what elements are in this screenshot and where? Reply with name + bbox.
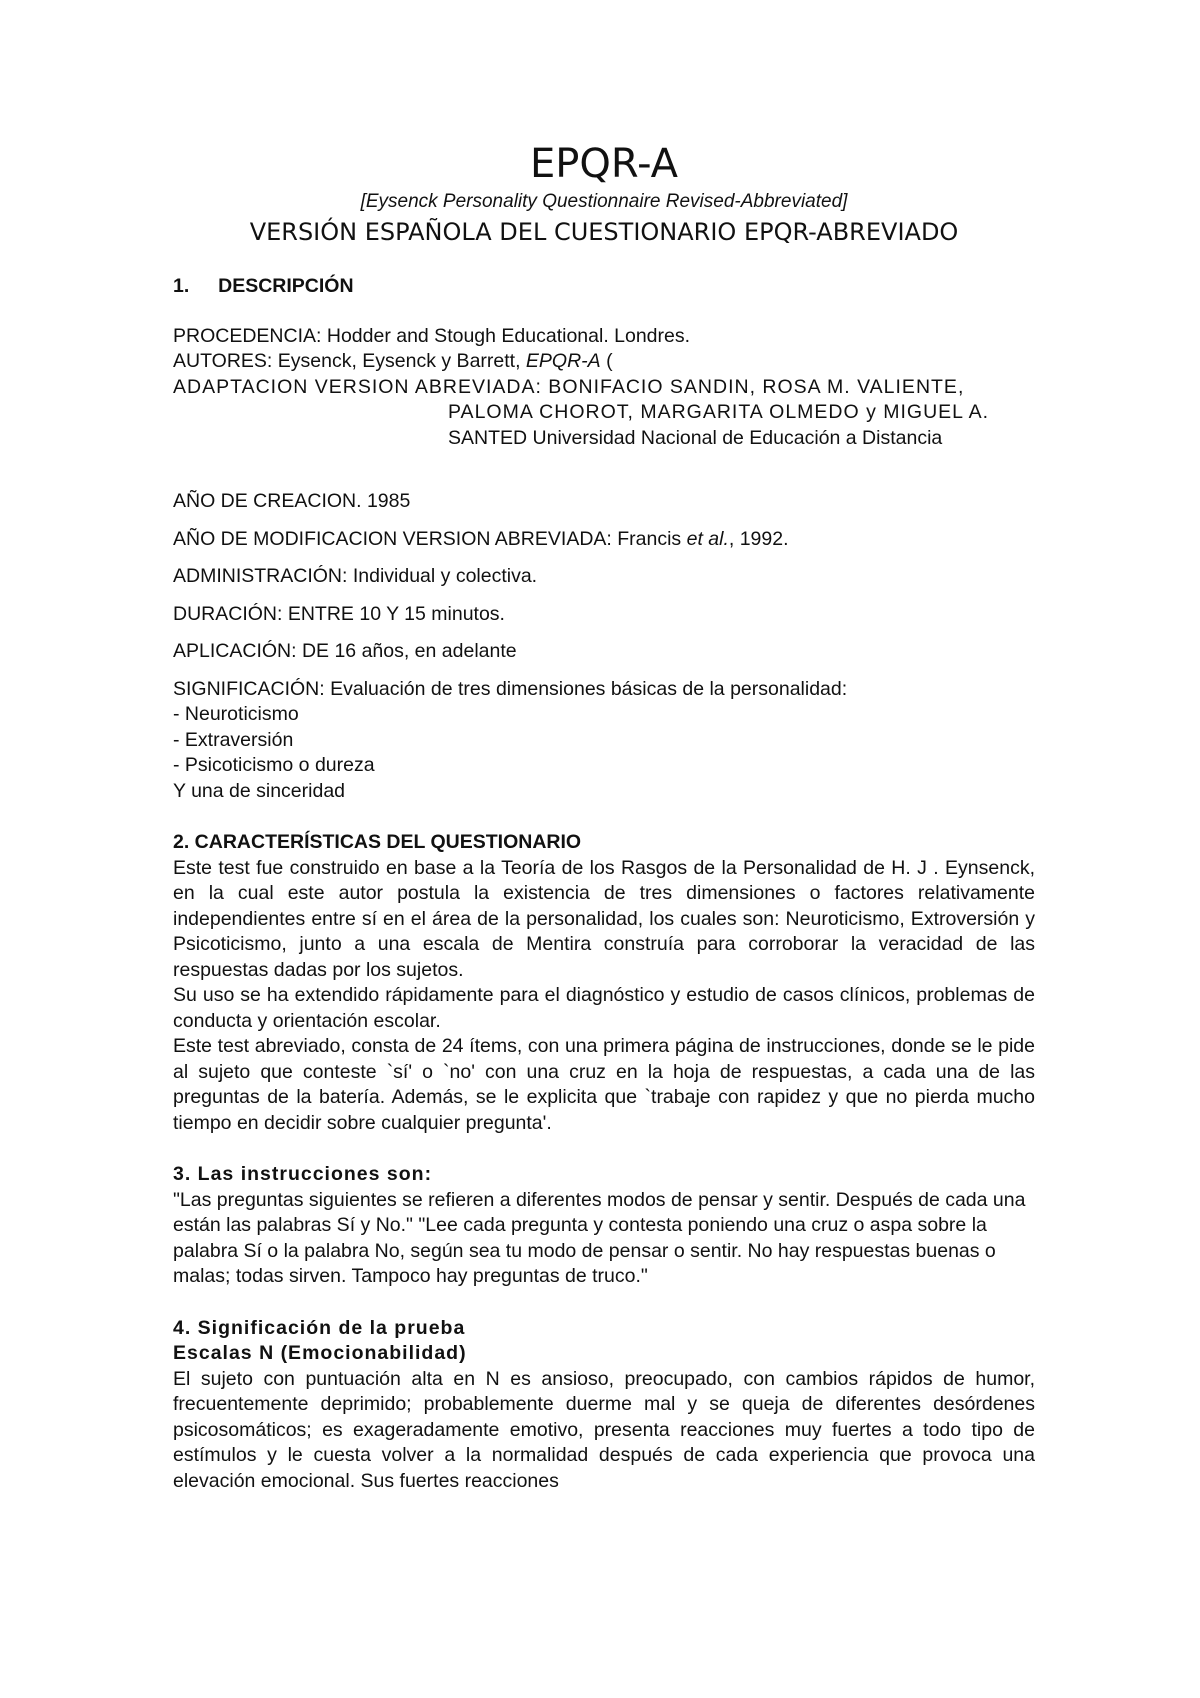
anio-modificacion-line <box>173 527 1035 553</box>
section-2-paragraph-1: Este test fue construido en base a la Teoría de los Rasgos de la Personalidad de H. J . Eynsenck, en la cual este autor postula la existencia de tres dimensiones o factores relativamente independientes entre sí en el área de la personalidad, los cuales son: Neuroticismo, Extroversión y Psicoticismo, junto a una escala de Mentira construía para corroborar la veracidad de las respuestas dadas por los sujetos. <box>173 856 1035 981</box>
administracion-line: ADMINISTRACIÓN: Individual y colectiva. <box>173 565 538 587</box>
section-1-heading <box>173 274 1035 300</box>
section-3-paragraph: "Las preguntas siguientes se refieren a diferentes modos de pensar y sentir. Después de cada una están las palabras Sí y No." "Lee cada pregunta y contesta poniendo una cruz o aspa sobre la palabra Sí o la palabra No, según sea tu modo de pensar o sentir. No hay respuestas buenas o malas; todas sirven. Tampoco hay preguntas de truco." <box>173 1188 1026 1287</box>
anio-creacion-line: AÑO DE CREACION. 1985 <box>173 490 411 512</box>
duracion-line: DURACIÓN: ENTRE 10 Y 15 minutos. <box>173 602 505 625</box>
section-4 <box>173 1316 1035 1495</box>
document-title: EPQR-A <box>530 141 678 187</box>
dimension-item: Y una de sinceridad <box>173 779 346 802</box>
autores-text: AUTORES: Eysenck, Eysenck y Barrett, <box>173 350 526 372</box>
section-4-paragraph: El sujeto con puntuación alta en N es ansioso, preocupado, con cambios rápidos de humor, frecuentemente deprimido; probablemente duerme mal y se queja de diferentes desórdenes psicosomáticos; es exageradamente emotivo, presenta reacciones muy fuertes a todo tipo de estímulos y le cuesta volver a la normalidad después de cada experiencia que provoca una elevación emocional. Sus fuertes reacciones <box>173 1367 1035 1492</box>
dimension-item: - Psicoticismo o dureza <box>173 754 375 776</box>
anio-modificacion-etal: et al. <box>686 527 729 550</box>
section-2 <box>173 830 1035 1136</box>
section-1-number: 1. <box>173 275 190 297</box>
autores-line <box>173 349 1035 375</box>
section-1-body <box>173 324 1035 805</box>
document-body <box>173 140 1035 1494</box>
section-2-paragraph-2: Su uso se ha extendido rápidamente para el diagnóstico y estudio de casos clínicos, problemas de conducta y orientación escolar. <box>173 984 1035 1032</box>
anio-modificacion-year: , 1992. <box>728 527 789 550</box>
section-1-title: DESCRIPCIÓN <box>218 275 354 297</box>
section-4-subheading: Escalas N (Emocionabilidad) <box>173 1342 467 1364</box>
dimension-item: - Neuroticismo <box>173 703 299 725</box>
document-main-title: VERSIÓN ESPAÑOLA DEL CUESTIONARIO EPQR-ABREVIADO <box>249 218 959 246</box>
procedencia-line: PROCEDENCIA: Hodder and Stough Educational. Londres. <box>173 324 691 347</box>
section-2-heading: 2. CARACTERÍSTICAS DEL QUESTIONARIO <box>173 831 582 853</box>
section-3 <box>173 1162 1035 1290</box>
document-subtitle: [Eysenck Personality Questionnaire Revised-Abbreviated] <box>360 191 848 212</box>
adaptacion-line-1: ADAPTACION VERSION ABREVIADA: BONIFACIO SANDIN, ROSA M. VALIENTE, <box>173 375 965 398</box>
section-3-heading: 3. Las instrucciones son: <box>173 1163 433 1185</box>
adaptacion-line-2: PALOMA CHOROT, MARGARITA OLMEDO y MIGUEL A. <box>448 401 990 423</box>
section-2-paragraph-3: Este test abreviado, consta de 24 ítems, con una primera página de instrucciones, donde se le pide al sujeto que conteste `sí' o `no' con una cruz en la hoja de respuestas, a cada una de las preguntas de la batería. Además, se le explicita que `trabaje con rapidez y que no pierda mucho tiempo en decidir sobre cualquier pregunta'. <box>173 1035 1035 1134</box>
anio-modificacion-text: AÑO DE MODIFICACION VERSION ABREVIADA: Francis <box>173 527 687 550</box>
autores-title: EPQR-A <box>525 350 601 372</box>
dimension-item: - Extraversión <box>173 728 294 751</box>
aplicacion-line: APLICACIÓN: DE 16 años, en adelante <box>173 640 517 662</box>
section-4-heading: 4. Significación de la prueba <box>173 1316 466 1339</box>
autores-suffix: ( <box>600 350 613 372</box>
adaptacion-line-3: SANTED Universidad Nacional de Educación a Distancia <box>448 426 943 449</box>
significacion-line: SIGNIFICACIÓN: Evaluación de tres dimensiones básicas de la personalidad: <box>173 677 848 700</box>
